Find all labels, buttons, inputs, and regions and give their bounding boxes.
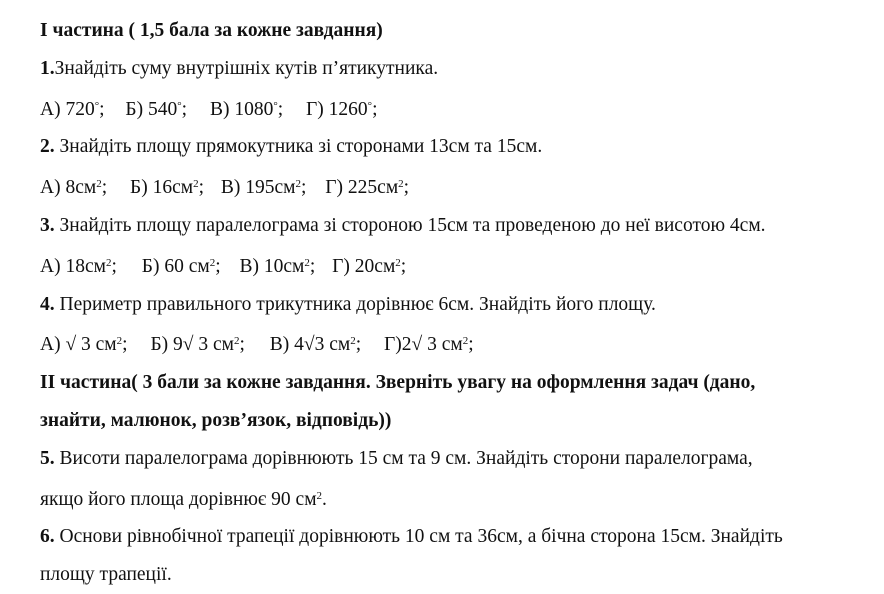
- squared-mark: 2: [96, 178, 102, 191]
- question-5-line1: Висоти паралелограма дорівнюють 15 см та 9 см. Знайдіть сторони паралелограма,: [54, 447, 753, 469]
- degree-mark: °: [273, 99, 278, 112]
- q1-option-g: Г) 1260: [306, 98, 368, 120]
- question-1: [40, 50, 876, 88]
- part1-heading-text: I частина ( 1,5 бала за кожне завдання): [40, 20, 383, 41]
- part2-heading-line1: II частина( 3 бали за кожне завдання. Зверніть увагу на оформлення задач (дано,: [40, 372, 756, 394]
- question-2-text: Знайдіть площу прямокутника зі сторонами 13см та 15см.: [54, 136, 543, 158]
- question-3-number: 3.: [40, 214, 55, 236]
- question-4: [40, 286, 876, 324]
- q3-option-b: Б) 60 см: [141, 255, 210, 277]
- squared-mark: 2: [233, 335, 240, 348]
- squared-mark: 2: [395, 256, 401, 269]
- question-3: [40, 207, 876, 245]
- q4-option-v: В) 4√3 см: [269, 334, 351, 356]
- question-6: [40, 518, 876, 556]
- part1-heading: [40, 12, 876, 50]
- question-2-options: А) $8см^2$; Б) $16см^2$; В) $195см^2$; Г) $225см^2$;: [40, 177, 410, 199]
- q2-option-g: Г) 225см: [325, 177, 399, 199]
- q1-option-v: В) 1080: [209, 98, 274, 120]
- test-page: [40, 12, 876, 594]
- q2-option-a: А) 8см: [40, 177, 97, 199]
- q1-option-b: Б) 540: [125, 98, 178, 120]
- question-1-options: А) 720°; Б) 540°; В) 1080°; Г) 1260°;: [40, 98, 378, 120]
- squared-mark: 2: [105, 256, 112, 269]
- q3-option-g: Г) 20см: [332, 255, 396, 277]
- q4-option-b: Б) 9√ 3 см: [150, 334, 234, 356]
- question-5-end: .: [322, 488, 327, 510]
- question-1-number: 1.: [40, 57, 55, 79]
- question-4-text: Периметр правильного трикутника дорівнює 6см. Знайдіть його площу.: [54, 293, 656, 315]
- question-6-number: 6.: [40, 526, 55, 548]
- degree-mark: °: [94, 99, 100, 112]
- q1-option-a: А) 720: [40, 98, 95, 120]
- question-2-number: 2.: [40, 136, 55, 158]
- q2-option-b: Б) 16см: [130, 177, 194, 199]
- question-3-text: Знайдіть площу паралелограма зі стороною 15см та проведеною до неї висотою 4см.: [54, 214, 766, 236]
- degree-mark: °: [177, 99, 182, 112]
- question-5-line2: якщо його площа дорівнює 90 см: [40, 488, 317, 510]
- part2-heading: [40, 364, 876, 402]
- question-6-line2: площу трапеції.: [40, 564, 172, 586]
- squared-mark: 2: [462, 335, 469, 348]
- part2-heading-continued: [40, 402, 876, 440]
- question-6-continued: [40, 556, 876, 594]
- q4-option-a: А) √ 3 см: [40, 334, 117, 356]
- q3-option-a: А) 18см: [40, 255, 106, 277]
- squared-mark: 2: [116, 335, 123, 348]
- squared-mark: 2: [398, 178, 404, 191]
- question-6-line1: Основи рівнобічної трапеції дорівнюють 10 см та 36см, а бічна сторона 15см. Знайдіть: [54, 526, 783, 548]
- squared-mark: 2: [193, 178, 199, 191]
- question-4-number: 4.: [40, 293, 55, 315]
- squared-mark: 2: [350, 335, 356, 348]
- degree-mark: °: [367, 99, 373, 112]
- squared-mark: 2: [209, 256, 216, 269]
- q3-option-v: В) 10см: [239, 255, 305, 277]
- squared-mark: 2: [295, 178, 301, 191]
- squared-mark: 2: [316, 489, 323, 502]
- question-3-options: А) $18см^2$; Б) 60 $см^2$; В) $10см^2$; Г) $20см^2$;: [40, 255, 407, 277]
- question-5: [40, 440, 876, 478]
- squared-mark: 2: [304, 256, 310, 269]
- question-5-number: 5.: [40, 447, 55, 469]
- q2-option-v: В) 195см: [220, 177, 296, 199]
- question-4-options: А) √ 3 $см^2$; Б) 9√ 3 $см^2$; В) 4√3 $см^2$; Г)2√ 3 $см^2$;: [40, 334, 474, 356]
- question-5-continued: [40, 478, 876, 519]
- part2-heading-line2: знайти, малюнок, розв’язок, відповідь)): [40, 409, 392, 431]
- q4-option-g: Г)2√ 3 см: [384, 334, 463, 356]
- question-1-text: Знайдіть суму внутрішніх кутів п’ятикутника.: [54, 57, 439, 79]
- question-2: [40, 128, 876, 166]
